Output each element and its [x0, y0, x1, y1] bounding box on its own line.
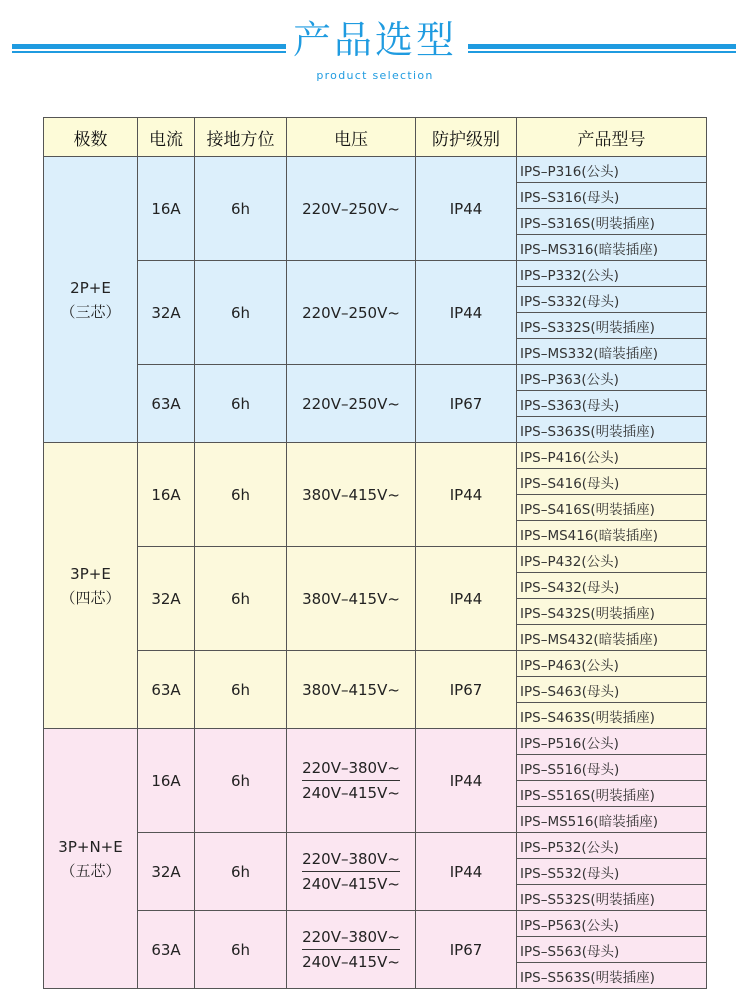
- table-header-row: [44, 118, 707, 157]
- model-cell: IPS–S363(母头): [517, 391, 707, 417]
- earth-cell: 6h: [195, 443, 287, 547]
- model-cell: IPS–S463S(明装插座): [517, 703, 707, 729]
- current-cell: 32A: [138, 547, 195, 651]
- model-cell: IPS–P563(公头): [517, 911, 707, 937]
- voltage-top: 220V–380V~: [302, 925, 400, 950]
- model-cell: IPS–S432S(明装插座): [517, 599, 707, 625]
- earth-cell: 6h: [195, 261, 287, 365]
- voltage-cell: [287, 911, 416, 989]
- model-cell: IPS–MS516(暗装插座): [517, 807, 707, 833]
- table-row: [44, 443, 707, 469]
- model-cell: IPS–S532S(明装插座): [517, 885, 707, 911]
- model-cell: IPS–P516(公头): [517, 729, 707, 755]
- protection-cell: IP44: [416, 729, 517, 833]
- protection-cell: IP44: [416, 443, 517, 547]
- model-cell: IPS–P363(公头): [517, 365, 707, 391]
- voltage-cell: 220V–250V~: [287, 157, 416, 261]
- model-cell: IPS–S532(母头): [517, 859, 707, 885]
- model-cell: IPS–MS416(暗装插座): [517, 521, 707, 547]
- model-cell: IPS–S363S(明装插座): [517, 417, 707, 443]
- voltage-cell: 380V–415V~: [287, 443, 416, 547]
- protection-cell: IP44: [416, 833, 517, 911]
- protection-cell: IP67: [416, 651, 517, 729]
- voltage-cell: 220V–250V~: [287, 365, 416, 443]
- header-protection: 防护级别: [416, 118, 517, 157]
- model-cell: IPS–P316(公头): [517, 157, 707, 183]
- cores-label: （四芯）: [60, 588, 121, 607]
- voltage-cell: 220V–250V~: [287, 261, 416, 365]
- model-cell: IPS–S432(母头): [517, 573, 707, 599]
- current-cell: 16A: [138, 157, 195, 261]
- protection-cell: IP44: [416, 261, 517, 365]
- voltage-cell: 380V–415V~: [287, 547, 416, 651]
- earth-cell: 6h: [195, 365, 287, 443]
- model-cell: IPS–P332(公头): [517, 261, 707, 287]
- pole-cell: [44, 157, 138, 443]
- model-cell: IPS–P463(公头): [517, 651, 707, 677]
- model-cell: IPS–S416S(明装插座): [517, 495, 707, 521]
- pole-label: 3P+E: [70, 564, 111, 583]
- current-cell: 32A: [138, 833, 195, 911]
- model-cell: IPS–S516S(明装插座): [517, 781, 707, 807]
- model-cell: IPS–S316(母头): [517, 183, 707, 209]
- table-row: [44, 547, 707, 573]
- table-row: [44, 365, 707, 391]
- earth-cell: 6h: [195, 651, 287, 729]
- page-subtitle: product selection: [316, 69, 434, 82]
- table-row: [44, 157, 707, 183]
- earth-cell: 6h: [195, 833, 287, 911]
- protection-cell: IP44: [416, 547, 517, 651]
- header-current: 电流: [138, 118, 195, 157]
- voltage-top: 220V–380V~: [302, 756, 400, 781]
- header-rule-left: [12, 44, 286, 53]
- model-cell: IPS–S316S(明装插座): [517, 209, 707, 235]
- model-cell: IPS–S563S(明装插座): [517, 963, 707, 989]
- model-cell: IPS–P416(公头): [517, 443, 707, 469]
- table-row: [44, 651, 707, 677]
- voltage-cell: [287, 729, 416, 833]
- model-cell: IPS–S463(母头): [517, 677, 707, 703]
- current-cell: 16A: [138, 443, 195, 547]
- cores-label: （三芯）: [60, 302, 121, 321]
- model-cell: IPS–MS332(暗装插座): [517, 339, 707, 365]
- earth-cell: 6h: [195, 157, 287, 261]
- model-cell: IPS–S332S(明装插座): [517, 313, 707, 339]
- product-selection-table: [43, 117, 707, 989]
- model-cell: IPS–S516(母头): [517, 755, 707, 781]
- voltage-top: 220V–380V~: [302, 847, 400, 872]
- voltage-bottom: 240V–415V~: [302, 784, 400, 802]
- protection-cell: IP67: [416, 365, 517, 443]
- model-cell: IPS–S563(母头): [517, 937, 707, 963]
- earth-cell: 6h: [195, 729, 287, 833]
- voltage-bottom: 240V–415V~: [302, 953, 400, 971]
- voltage-bottom: 240V–415V~: [302, 875, 400, 893]
- current-cell: 63A: [138, 651, 195, 729]
- model-cell: IPS–P432(公头): [517, 547, 707, 573]
- earth-cell: 6h: [195, 911, 287, 989]
- voltage-cell: 380V–415V~: [287, 651, 416, 729]
- pole-label: 2P+E: [70, 278, 111, 297]
- protection-cell: IP44: [416, 157, 517, 261]
- header-model: 产品型号: [517, 118, 707, 157]
- header-voltage: 电压: [287, 118, 416, 157]
- table-row: [44, 833, 707, 859]
- table-row: [44, 911, 707, 937]
- earth-cell: 6h: [195, 547, 287, 651]
- section-header: [0, 0, 750, 100]
- current-cell: 63A: [138, 365, 195, 443]
- model-cell: IPS–S416(母头): [517, 469, 707, 495]
- model-cell: IPS–MS316(暗装插座): [517, 235, 707, 261]
- header-rule-right: [468, 44, 736, 53]
- pole-label: 3P+N+E: [58, 837, 123, 856]
- protection-cell: IP67: [416, 911, 517, 989]
- current-cell: 32A: [138, 261, 195, 365]
- current-cell: 16A: [138, 729, 195, 833]
- pole-cell: [44, 729, 138, 989]
- header-poles: 极数: [44, 118, 138, 157]
- current-cell: 63A: [138, 911, 195, 989]
- header-earth-position: 接地方位: [195, 118, 287, 157]
- table-row: [44, 261, 707, 287]
- model-cell: IPS–MS432(暗装插座): [517, 625, 707, 651]
- pole-cell: [44, 443, 138, 729]
- voltage-cell: [287, 833, 416, 911]
- table-row: [44, 729, 707, 755]
- cores-label: （五芯）: [60, 861, 121, 880]
- page-title: 产品选型: [292, 18, 457, 62]
- model-cell: IPS–P532(公头): [517, 833, 707, 859]
- model-cell: IPS–S332(母头): [517, 287, 707, 313]
